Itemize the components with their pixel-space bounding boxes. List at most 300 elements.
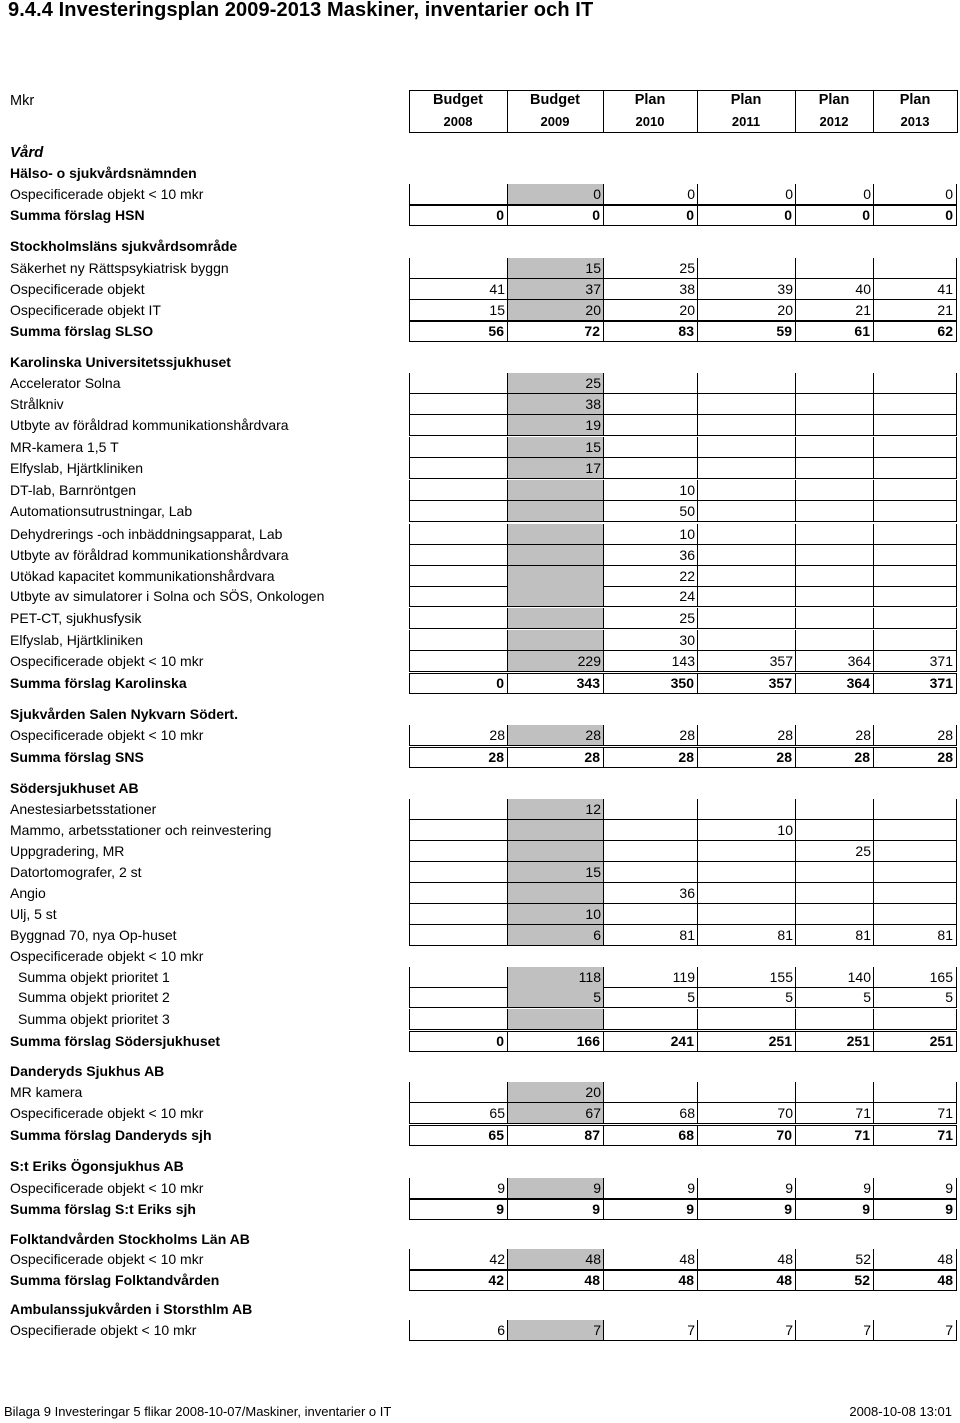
table-row [0, 1082, 960, 1103]
value-cell [795, 862, 874, 883]
value-cell: 7 [697, 1320, 796, 1341]
value-cell: 28 [507, 747, 604, 768]
column-header-year: 2009 [540, 114, 570, 129]
value-cell [795, 1082, 874, 1103]
value-cell [697, 608, 796, 629]
value-cell [697, 415, 796, 436]
table-row [0, 501, 960, 522]
value-cell [795, 799, 874, 820]
value-cell [873, 586, 957, 607]
column-header-year: 2008 [443, 114, 473, 129]
row-label: PET-CT, sjukhusfysik [10, 610, 142, 626]
value-cell: 36 [603, 545, 698, 566]
value-cell: 21 [873, 300, 957, 321]
value-cell: 68 [603, 1103, 698, 1124]
value-cell: 20 [697, 300, 796, 321]
row-label: Uppgradering, MR [10, 843, 125, 859]
column-header-year: 2013 [900, 114, 930, 129]
row-label: Utökad kapacitet kommunikationshårdvara [10, 568, 275, 584]
row-rule [409, 628, 957, 629]
section-heading-row [0, 163, 960, 184]
value-cell: 70 [697, 1103, 796, 1124]
value-cell [603, 1009, 698, 1030]
value-cell [795, 545, 874, 566]
row-label: Strålkniv [10, 396, 64, 412]
header-column-rule [795, 90, 796, 133]
value-cell: 0 [795, 184, 874, 205]
value-cell: 9 [409, 1199, 508, 1220]
row-rule [409, 745, 957, 746]
value-cell [507, 566, 604, 587]
header-top-rule [409, 90, 957, 91]
value-cell [697, 566, 796, 587]
value-cell: 0 [603, 184, 698, 205]
value-cell [507, 1009, 604, 1030]
value-cell: 48 [873, 1249, 957, 1270]
value-cell [795, 566, 874, 587]
value-cell: 48 [697, 1270, 796, 1291]
value-cell: 143 [603, 651, 698, 672]
table-row [0, 437, 960, 458]
value-cell: 56 [409, 321, 508, 342]
row-label: Summa förslag SLSO [10, 323, 154, 339]
value-cell: 0 [409, 205, 508, 226]
value-cell [409, 799, 508, 820]
value-cell: 48 [603, 1249, 698, 1270]
value-cell: 24 [603, 586, 698, 607]
value-cell [409, 501, 508, 522]
value-cell: 71 [873, 1125, 957, 1146]
table-row [0, 279, 960, 300]
value-cell [697, 394, 796, 415]
value-cell: 52 [795, 1249, 874, 1270]
value-cell [409, 820, 508, 841]
column-header-type: Plan [730, 92, 762, 108]
value-cell [873, 480, 957, 501]
table-row [0, 799, 960, 820]
value-cell: 10 [507, 904, 604, 925]
value-cell: 15 [409, 300, 508, 321]
row-rule [409, 606, 957, 607]
value-cell: 9 [795, 1178, 874, 1199]
row-label: Summa objekt prioritet 2 [18, 989, 170, 1005]
value-cell: 59 [697, 321, 796, 342]
value-cell [409, 883, 508, 904]
table-row [0, 458, 960, 479]
value-cell: 28 [409, 725, 508, 746]
row-label: Utbyte av simulatorer i Solna och SÖS, Onkologen [10, 588, 325, 604]
row-label: MR kamera [10, 1084, 83, 1100]
section-heading-row [0, 142, 960, 163]
value-cell: 7 [507, 1320, 604, 1341]
column-header-year: 2011 [731, 114, 761, 129]
value-cell [873, 501, 957, 522]
value-cell [873, 820, 957, 841]
column-header-type: Plan [818, 92, 850, 108]
value-cell [409, 480, 508, 501]
table-row [0, 651, 960, 672]
value-cell: 61 [795, 321, 874, 342]
value-cell [409, 651, 508, 672]
value-cell: 38 [603, 279, 698, 300]
table-row [0, 841, 960, 862]
value-cell: 38 [507, 394, 604, 415]
value-cell [795, 630, 874, 651]
value-cell: 155 [697, 967, 796, 988]
value-cell [507, 630, 604, 651]
table-row [0, 300, 960, 321]
section-heading-row [0, 352, 960, 373]
row-label: Ambulanssjukvården i Storsthlm AB [10, 1301, 253, 1317]
value-cell: 9 [697, 1199, 796, 1220]
value-cell: 65 [409, 1103, 508, 1124]
row-label: Datortomografer, 2 st [10, 864, 142, 880]
value-cell: 119 [603, 967, 698, 988]
value-cell: 364 [795, 673, 874, 694]
value-cell: 81 [603, 925, 698, 946]
value-cell [409, 904, 508, 925]
value-cell: 0 [507, 184, 604, 205]
value-cell: 140 [795, 967, 874, 988]
value-cell: 6 [507, 925, 604, 946]
row-rule [409, 671, 957, 672]
row-label: Ospecifierade objekt < 10 mkr [10, 1322, 197, 1338]
value-cell [873, 258, 957, 279]
row-label: Summa förslag Karolinska [10, 675, 187, 691]
value-cell: 0 [507, 205, 604, 226]
summary-row [0, 747, 960, 768]
value-cell [697, 1082, 796, 1103]
table-row [0, 545, 960, 566]
value-cell [795, 820, 874, 841]
value-cell: 9 [603, 1199, 698, 1220]
value-cell: 6 [409, 1320, 508, 1341]
summary-row [0, 1270, 960, 1291]
value-cell [795, 415, 874, 436]
value-cell: 25 [603, 608, 698, 629]
value-cell [507, 586, 604, 607]
value-cell [409, 524, 508, 545]
value-cell [507, 608, 604, 629]
value-cell [873, 862, 957, 883]
value-cell: 7 [603, 1320, 698, 1341]
value-cell: 48 [873, 1270, 957, 1291]
value-cell: 20 [603, 300, 698, 321]
row-rule [409, 521, 957, 522]
value-cell [697, 501, 796, 522]
table-row [0, 1178, 960, 1199]
value-cell: 40 [795, 279, 874, 300]
value-cell: 357 [697, 651, 796, 672]
value-cell: 5 [507, 987, 604, 1008]
value-cell [507, 545, 604, 566]
table-row [0, 883, 960, 904]
value-cell [873, 415, 957, 436]
column-header-type: Plan [634, 92, 666, 108]
row-label: Danderyds Sjukhus AB [10, 1063, 165, 1079]
value-cell: 19 [507, 415, 604, 436]
table-row [0, 608, 960, 629]
value-cell: 39 [697, 279, 796, 300]
value-cell: 68 [603, 1125, 698, 1146]
value-cell [873, 841, 957, 862]
page-title: 9.4.4 Investeringsplan 2009-2013 Maskiner, inventarier och IT [8, 0, 594, 21]
value-cell: 87 [507, 1125, 604, 1146]
row-label: Ospecificerade objekt < 10 mkr [10, 727, 204, 743]
value-cell [409, 566, 508, 587]
row-label: DT-lab, Barnröntgen [10, 482, 137, 498]
row-label: Summa förslag HSN [10, 207, 145, 223]
value-cell: 20 [507, 1082, 604, 1103]
table-row [0, 1009, 960, 1030]
row-label: Ospecificerade objekt < 10 mkr [10, 1105, 204, 1121]
value-cell: 28 [697, 747, 796, 768]
header-column-rule [409, 90, 410, 133]
value-cell [873, 394, 957, 415]
value-cell [603, 1082, 698, 1103]
row-label: Summa objekt prioritet 3 [18, 1011, 170, 1027]
value-cell [795, 437, 874, 458]
row-label: Angio [10, 885, 46, 901]
value-cell [873, 545, 957, 566]
value-cell: 28 [873, 747, 957, 768]
value-cell: 118 [507, 967, 604, 988]
value-cell [603, 373, 698, 394]
row-label: Automationsutrustningar, Lab [10, 503, 193, 519]
value-cell: 28 [697, 725, 796, 746]
row-label: Hälso- o sjukvårdsnämnden [10, 165, 197, 181]
value-cell: 70 [697, 1125, 796, 1146]
row-label: Mammo, arbetsstationer och reinvestering [10, 822, 272, 838]
value-cell: 5 [697, 987, 796, 1008]
value-cell [507, 501, 604, 522]
value-cell [697, 841, 796, 862]
value-cell: 20 [507, 300, 604, 321]
table-row [0, 524, 960, 545]
row-rule [409, 1007, 957, 1008]
value-cell: 71 [795, 1125, 874, 1146]
value-cell: 41 [409, 279, 508, 300]
value-cell: 9 [409, 1178, 508, 1199]
value-cell: 0 [603, 205, 698, 226]
section-heading-row [0, 236, 960, 257]
value-cell [697, 480, 796, 501]
summary-row [0, 1031, 960, 1052]
table-row [0, 820, 960, 841]
value-cell: 15 [507, 862, 604, 883]
value-cell [697, 799, 796, 820]
table-row [0, 415, 960, 436]
value-cell: 12 [507, 799, 604, 820]
value-cell: 9 [873, 1199, 957, 1220]
row-label: Byggnad 70, nya Op-huset [10, 927, 177, 943]
value-cell: 30 [603, 630, 698, 651]
value-cell [507, 883, 604, 904]
value-cell [507, 480, 604, 501]
row-label: Summa objekt prioritet 1 [18, 969, 170, 985]
row-label: MR-kamera 1,5 T [10, 439, 119, 455]
value-cell [409, 925, 508, 946]
value-cell [697, 630, 796, 651]
value-cell [409, 862, 508, 883]
value-cell [603, 862, 698, 883]
section-heading-row [0, 1156, 960, 1177]
value-cell: 72 [507, 321, 604, 342]
value-cell [409, 545, 508, 566]
value-cell [697, 373, 796, 394]
value-cell: 0 [873, 205, 957, 226]
table-row [0, 394, 960, 415]
value-cell [795, 458, 874, 479]
table-row [0, 566, 960, 587]
value-cell [873, 566, 957, 587]
section-heading-row [0, 1229, 960, 1250]
value-cell: 5 [795, 987, 874, 1008]
value-cell: 17 [507, 458, 604, 479]
value-cell: 165 [873, 967, 957, 988]
value-cell [409, 415, 508, 436]
row-label: Utbyte av föråldrad kommunikationshårdvara [10, 547, 289, 563]
table-row [0, 967, 960, 988]
value-cell [603, 820, 698, 841]
value-cell: 83 [603, 321, 698, 342]
value-cell [873, 608, 957, 629]
section-heading-row [0, 1061, 960, 1082]
table-row [0, 862, 960, 883]
value-cell: 7 [795, 1320, 874, 1341]
table-row [0, 1103, 960, 1124]
row-label: Accelerator Solna [10, 375, 121, 391]
value-cell: 52 [795, 1270, 874, 1291]
row-label: Summa förslag Danderyds sjh [10, 1127, 212, 1143]
value-cell: 42 [409, 1270, 508, 1291]
table-row [0, 258, 960, 279]
value-cell: 9 [697, 1178, 796, 1199]
value-cell: 9 [603, 1178, 698, 1199]
summary-row [0, 1199, 960, 1220]
table-row [0, 630, 960, 651]
value-cell: 36 [603, 883, 698, 904]
value-cell [795, 608, 874, 629]
summary-row [0, 673, 960, 694]
value-cell [603, 841, 698, 862]
value-cell [873, 524, 957, 545]
header-bottom-rule [409, 132, 957, 133]
value-cell: 22 [603, 566, 698, 587]
table-row [0, 1320, 960, 1341]
value-cell [409, 184, 508, 205]
value-cell: 48 [507, 1249, 604, 1270]
section-heading-row [0, 1299, 960, 1320]
value-cell: 0 [409, 673, 508, 694]
value-cell [603, 458, 698, 479]
value-cell: 48 [697, 1249, 796, 1270]
value-cell: 0 [697, 184, 796, 205]
value-cell [603, 904, 698, 925]
table-row [0, 987, 960, 1008]
table-row [0, 373, 960, 394]
row-label: Utbyte av föråldrad kommunikationshårdvara [10, 417, 289, 433]
value-cell: 25 [795, 841, 874, 862]
value-cell: 10 [603, 524, 698, 545]
value-cell [697, 862, 796, 883]
footer-file-path: Bilaga 9 Investeringar 5 flikar 2008-10-07/Maskiner, inventarier o IT [4, 1404, 392, 1419]
row-label: Summa förslag S:t Eriks sjh [10, 1201, 196, 1217]
value-cell: 9 [795, 1199, 874, 1220]
value-cell: 5 [603, 987, 698, 1008]
value-cell: 7 [873, 1320, 957, 1341]
value-cell: 166 [507, 1031, 604, 1052]
row-label: Anestesiarbetsstationer [10, 801, 157, 817]
row-label: Ospecificerade objekt IT [10, 302, 161, 318]
value-cell: 65 [409, 1125, 508, 1146]
value-cell [873, 458, 957, 479]
value-cell: 67 [507, 1103, 604, 1124]
section-heading-row [0, 704, 960, 725]
value-cell: 9 [507, 1199, 604, 1220]
value-cell [873, 373, 957, 394]
row-label: Säkerhet ny Rättspsykiatrisk byggn [10, 260, 229, 276]
row-label: Summa förslag Södersjukhuset [10, 1033, 221, 1049]
value-cell: 350 [603, 673, 698, 694]
value-cell: 41 [873, 279, 957, 300]
value-cell: 9 [507, 1178, 604, 1199]
value-cell [795, 904, 874, 925]
row-label: Södersjukhuset AB [10, 780, 139, 796]
header-column-rule [507, 90, 508, 133]
value-cell: 50 [603, 501, 698, 522]
value-cell [795, 501, 874, 522]
row-label: Summa förslag SNS [10, 749, 144, 765]
unit-label: Mkr [10, 93, 35, 109]
value-cell: 62 [873, 321, 957, 342]
value-cell [697, 1009, 796, 1030]
column-header-year: 2010 [635, 114, 665, 129]
header-column-rule [873, 90, 874, 133]
value-cell [873, 883, 957, 904]
value-cell [873, 1009, 957, 1030]
header-column-rule [697, 90, 698, 133]
row-label: Ospecificerade objekt < 10 mkr [10, 186, 204, 202]
value-cell: 364 [795, 651, 874, 672]
value-cell: 28 [795, 725, 874, 746]
value-cell: 28 [603, 725, 698, 746]
summary-row [0, 321, 960, 342]
row-rule [409, 1340, 957, 1341]
row-label: Ospecificerade objekt < 10 mkr [10, 653, 204, 669]
value-cell: 71 [795, 1103, 874, 1124]
table-row [0, 480, 960, 501]
table-row [0, 1249, 960, 1270]
row-label: S:t Eriks Ögonsjukhus AB [10, 1158, 184, 1174]
value-cell [795, 373, 874, 394]
row-label: Ospecificerade objekt < 10 mkr [10, 948, 204, 964]
value-cell: 5 [873, 987, 957, 1008]
value-cell: 25 [507, 373, 604, 394]
value-cell: 0 [873, 184, 957, 205]
row-label: Folktandvården Stockholms Län AB [10, 1231, 250, 1247]
value-cell [409, 1082, 508, 1103]
value-cell: 10 [697, 820, 796, 841]
value-cell [409, 373, 508, 394]
row-label: Ospecificerade objekt < 10 mkr [10, 1251, 204, 1267]
value-cell: 21 [795, 300, 874, 321]
value-cell [697, 904, 796, 925]
value-cell [795, 480, 874, 501]
header-column-rule [603, 90, 604, 133]
column-header-type: Plan [899, 92, 931, 108]
table-row [0, 725, 960, 746]
